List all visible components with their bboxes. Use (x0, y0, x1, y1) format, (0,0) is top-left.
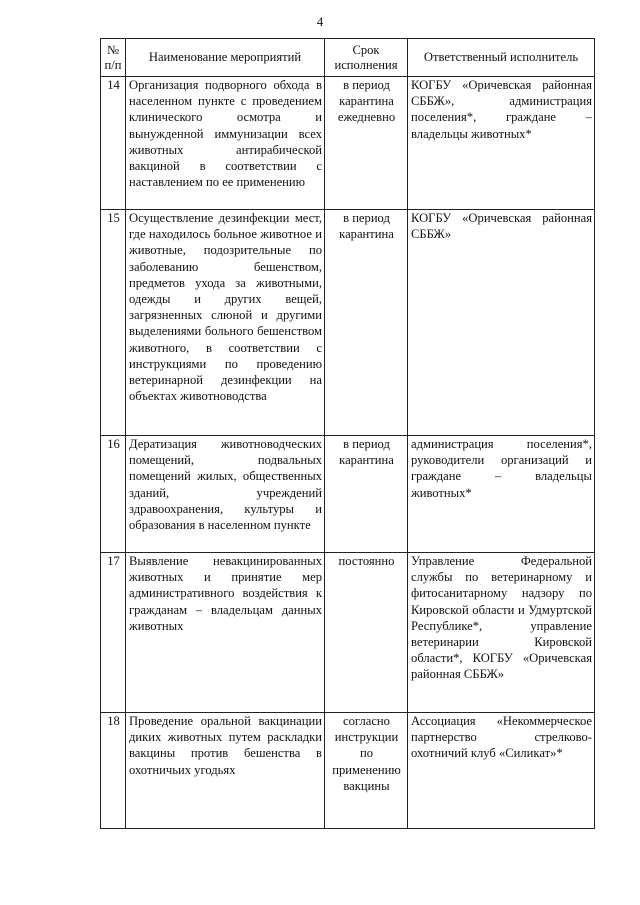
row-num: 14 (101, 77, 126, 210)
header-num (101, 39, 126, 77)
table-row (101, 713, 595, 829)
row-name: Проведение оральной вакцинации диких животных путем раскладки вакцины против бешенства в охотничьих угодьях (126, 713, 325, 829)
row-name: Дератизация животноводческих помещений, подвальных помещений жилых, общественных зданий, учреждений здравоохранения, культуры и образования в населенном пункте (126, 436, 325, 553)
row-num: 15 (101, 210, 126, 436)
row-responsible: КОГБУ «Оричевская районная СББЖ», администрация поселения*, граждане – владельцы животных* (408, 77, 595, 210)
row-responsible: КОГБУ «Оричевская районная СББЖ» (408, 210, 595, 436)
row-responsible: Ассоциация «Некоммерческое партнерство стрелково-охотничий клуб «Силикат»* (408, 713, 595, 829)
measures-table (100, 38, 595, 829)
table-row (101, 77, 595, 210)
row-term: согласно инструкции по применению вакцины (325, 713, 408, 829)
row-term: в период карантина ежедневно (325, 77, 408, 210)
row-term: постоянно (325, 553, 408, 713)
row-term: в период карантина (325, 210, 408, 436)
header-num-line2: п/п (104, 57, 122, 72)
header-name: Наименование мероприятий (126, 39, 325, 77)
table-row (101, 210, 595, 436)
row-num: 18 (101, 713, 126, 829)
row-responsible: Управление Федеральной службы по ветеринарному и фитосанитарному надзору по Кировской области и Удмуртской Республике*, управление ветеринарии Кировской области*, КОГБУ «Оричевская районная СББЖ» (408, 553, 595, 713)
row-num: 16 (101, 436, 126, 553)
row-responsible: администрация поселения*, руководители организаций и граждане – владельцы животных* (408, 436, 595, 553)
header-term: Срок исполнения (325, 39, 408, 77)
header-num-line1: № (106, 42, 120, 57)
page-number: 4 (316, 14, 324, 29)
table-row (101, 436, 595, 553)
row-num: 17 (101, 553, 126, 713)
row-name: Организация подворного обхода в населенном пункте с проведением клинического осмотра и вынужденной иммунизации всех животных антирабической вакциной в соответствии с наставлением по ее применению (126, 77, 325, 210)
header-responsible: Ответственный исполнитель (408, 39, 595, 77)
row-name: Выявление невакцинированных животных и принятие мер административного воздействия к гражданам – владельцам данных животных (126, 553, 325, 713)
table-header-row (101, 39, 595, 77)
row-name: Осуществление дезинфекции мест, где находилось больное животное и животные, подозрительные по заболеванию бешенством, предметов ухода за животными, одежды и других вещей, загрязненных слюной и другими выделениями больного бешенством животного, в соответствии с инструкциями по проведению ветеринарной дезинфекции на объектах животноводства (126, 210, 325, 436)
row-term: в период карантина (325, 436, 408, 553)
table-row (101, 553, 595, 713)
